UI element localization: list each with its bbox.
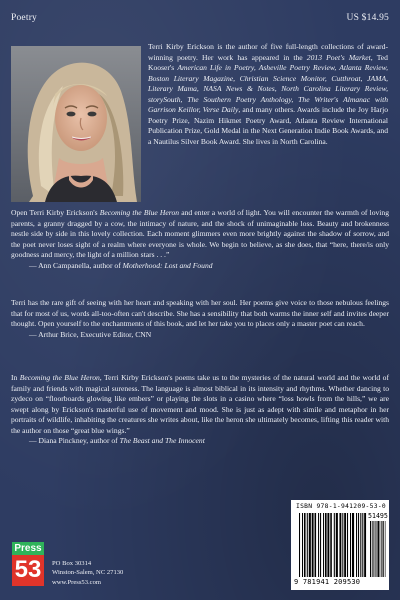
barcode-label: [291, 500, 389, 590]
blurb3-attribution: [11, 436, 389, 447]
barcode-bar: [375, 521, 376, 577]
barcode-bar: [323, 513, 324, 577]
barcode-bar: [307, 513, 308, 577]
barcode-bar: [358, 513, 359, 577]
barcode-bar: [362, 513, 363, 577]
barcode-bar: [373, 521, 374, 577]
barcode-bar: [378, 521, 379, 577]
barcode-bar: [330, 513, 332, 577]
barcode-bar: [315, 513, 317, 577]
barcode-bar: [320, 513, 321, 577]
ean-number: 9 781941 209530: [294, 578, 361, 586]
blurb-campanella: [11, 208, 389, 271]
author-bio: [148, 42, 388, 147]
blurb1-attribution: [11, 261, 389, 272]
barcode-icon: [299, 513, 367, 577]
barcode-bar: [309, 513, 311, 577]
barcode-bar: [364, 513, 366, 577]
bio-text-3: , and many others. Awards include the Joy Harjo Poetry Prize, Nazim Hikmet Poetry Award, Atlanta Review International Publication Prize, Gold Medal in the Next Generation Indie Book Awards, and a Nautilus Silver Book Award. She lives in North Carolina.: [148, 105, 388, 146]
barcode-bar: [344, 513, 346, 577]
addon-barcode-icon: [370, 521, 386, 577]
barcode-bar: [339, 513, 341, 577]
barcode-bar: [381, 521, 382, 577]
barcode-bar: [334, 513, 335, 577]
bio-italic-2: American Life in Poetry, Asheville Poetry Review, Atlanta Review, Boston Literary Magazine, Christian Science Monitor, Cutthroat, JAMA, Literary Mama, NASA News & Notes, North Carolina Literary Review, storySouth, The Southern Poetry Anthology, The Writer's Almanac with Garrison Keillor, Verse Daily: [148, 63, 389, 115]
genre-label: Poetry: [11, 13, 38, 23]
barcode-bar: [347, 513, 348, 577]
barcode-bar: [312, 513, 314, 577]
blurb1-text-1: Open Terri Kirby Erickson's: [11, 208, 100, 217]
bio-text-2: , Ted Kooser's: [148, 52, 388, 73]
bio-italic-1: 2013 Poet's Market: [306, 52, 371, 62]
barcode-bar: [350, 513, 351, 577]
publisher-city: Winston-Salem, NC 27130: [52, 569, 124, 577]
blurb3-text-1: In: [11, 373, 20, 382]
barcode-bar: [327, 513, 329, 577]
barcode-bar: [383, 521, 384, 577]
barcode-bar: [377, 521, 378, 577]
blurb3-attribution-title: The Beast and The Innocent: [119, 436, 205, 446]
publisher-address: [52, 559, 123, 587]
barcode-bar: [336, 513, 338, 577]
blurb-pinckney: [11, 373, 389, 447]
blurb2-attribution: — Arthur Brice, Executive Editor, CNN: [29, 329, 152, 339]
barcode-bar: [318, 513, 319, 577]
barcode-bar: [380, 521, 381, 577]
publisher-website: www.Press53.com: [52, 578, 102, 586]
author-portrait-icon: [11, 46, 141, 202]
barcode-bar: [352, 513, 354, 577]
blurb1-text-2: and enter a world of light. You will encounter the warmth of loving parents, a granny dragged by a cow, the intimacy of nature, and the shock of unimaginable loss. Beauty and brokenness nestle side by side in this lovely collection. Each moment glimmers even more brightly against the shadow of sorrow, and the poet never loses sight of a realm where everyone is whole. We begin to believe, as she does, that “here, there/is only goodness and mercy, the light of a million stars . . .”: [11, 208, 389, 260]
blurb1-attribution-text: — Ann Campanella, author of: [29, 260, 123, 270]
barcode-bar: [325, 513, 327, 577]
barcode-bar: [342, 513, 343, 577]
barcode-bar: [370, 521, 371, 577]
price-addon-number: 51495: [368, 512, 388, 520]
header-bar: [11, 13, 389, 27]
publisher-po-box: PO Box 30314: [52, 560, 92, 567]
logo-text-press: Press: [14, 543, 42, 554]
isbn-number: ISBN 978-1-941209-53-0: [296, 503, 387, 510]
barcode-bar: [356, 513, 357, 577]
logo-text-53: 53: [14, 556, 42, 583]
barcode-bar: [302, 513, 303, 577]
blurb1-attribution-title: Motherhood: Lost and Found: [122, 260, 213, 270]
barcode-bar: [372, 521, 373, 577]
blurb2-text-1: Terri has the rare gift of seeing with her heart and speaking with her soul. Her poems give voice to those nebulous feelings that for most of us, words all-too-often can't describe. She has a sensibility that both warms the inner self and invites deeper thought. Open yourself to the enchantments of this book, and let her take you to places only a master poet can reach.: [11, 298, 389, 329]
blurb3-text-2: , Terri Kirby Erickson's poems take us to the mysteries of the natural world and the world of family and friends with magical sureness. The language is almost biblical in its intensity and rhythms. Whether dancing to zydeco on “floorboards glowing like embers” or playing the slots in a casino where “loss howls from the hills,” we are swept along by Erickson's masterful use of movement and mood. She is just as adept with simile and metaphor in her portraits of wildlife, inhabiting the creatures she writes about, like the heron she ultimately becomes, lifting this reader with the author on those “great blue wings.”: [11, 373, 389, 435]
price-label: US $14.95: [346, 13, 389, 23]
blurb1-title: Becoming the Blue Heron: [99, 208, 180, 217]
bio-text-1: Terri Kirby Erickson is the author of five full-length collections of award-winning poetry. Her work has appeared in the: [148, 42, 388, 62]
blurb3-title: Becoming the Blue Heron: [19, 373, 100, 382]
barcode-bar: [360, 513, 361, 577]
barcode-bar: [385, 521, 386, 577]
barcode-bar: [304, 513, 306, 577]
blurb3-attribution-text: — Diana Pinckney, author of: [29, 436, 120, 446]
barcode-bar: [299, 513, 300, 577]
blurb-brice: [11, 298, 389, 340]
